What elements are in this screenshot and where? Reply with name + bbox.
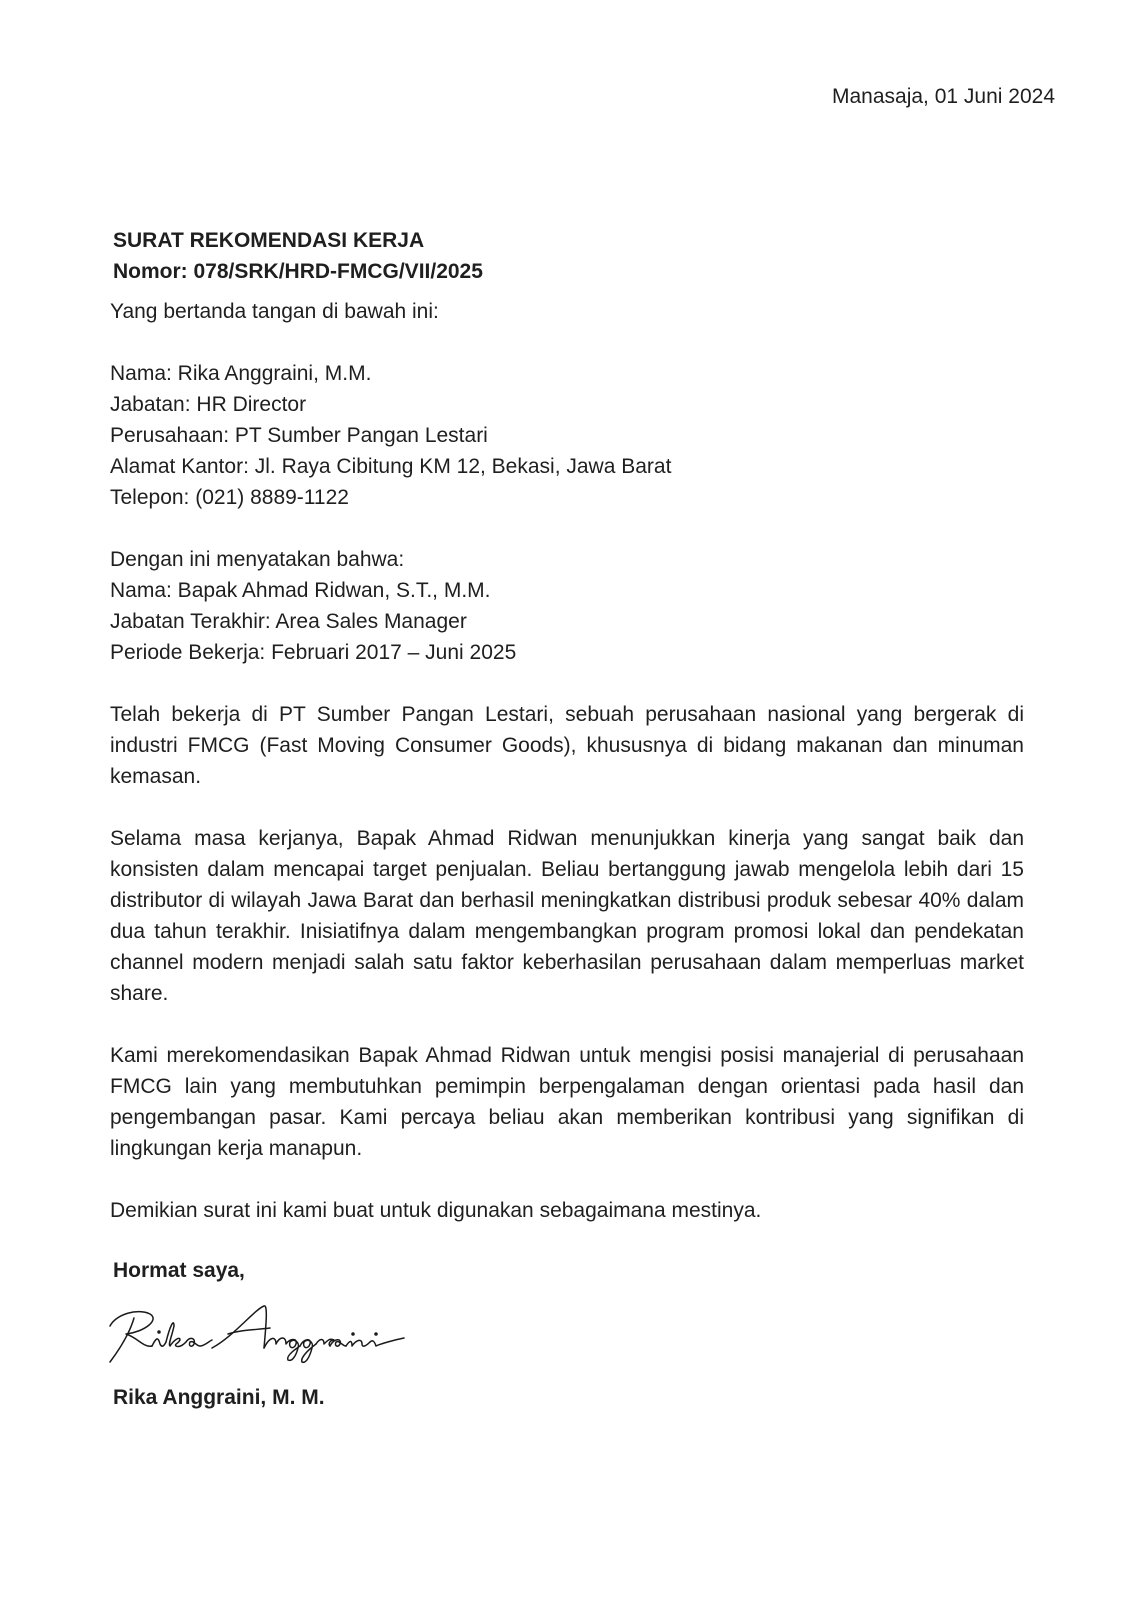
paragraph-performance: Selama masa kerjanya, Bapak Ahmad Ridwan menunjukkan kinerja yang sangat baik dan konsisten dalam mencapai target penjualan. Beliau bertanggung jawab mengelola lebih dari 15 distributor di wilayah Jawa Barat dan berhasil meningkatkan distribusi produk sebesar 40% dalam dua tahun terakhir. Inisiatifnya dalam mengembangkan program promosi lokal dan pendekatan channel modern menjadi salah satu faktor keberhasilan perusahaan dalam memperluas market share. (110, 827, 1024, 1005)
signer-company-line: Perusahaan: PT Sumber Pangan Lestari (110, 424, 488, 447)
signer-name-line: Nama: Rika Anggraini, M.M. (110, 362, 372, 385)
letter-title: SURAT REKOMENDASI KERJA (113, 229, 425, 252)
signer-info-block (110, 358, 1024, 513)
employee-position-line: Jabatan Terakhir: Area Sales Manager (110, 610, 467, 633)
signer-name: Rika Anggraini, M. M. (113, 1386, 325, 1409)
employee-period-line: Periode Bekerja: Februari 2017 – Juni 2025 (110, 641, 517, 664)
closing-greeting: Hormat saya, (113, 1259, 245, 1282)
letter-heading (113, 225, 483, 287)
employee-name-line: Nama: Bapak Ahmad Ridwan, S.T., M.M. (110, 579, 491, 602)
letter-body (110, 296, 1024, 1226)
signer-position-line: Jabatan: HR Director (110, 393, 307, 416)
handwritten-signature (104, 1296, 434, 1368)
letter-number: Nomor: 078/SRK/HRD-FMCG/VII/2025 (113, 260, 483, 283)
employee-info-block (110, 544, 1024, 668)
paragraph-company: Telah bekerja di PT Sumber Pangan Lestari, sebuah perusahaan nasional yang bergerak di industri FMCG (Fast Moving Consumer Goods), khususnya di bidang makanan dan minuman kemasan. (110, 703, 1024, 788)
signer-phone-line: Telepon: (021) 8889-1122 (110, 486, 349, 509)
intro-text: Yang bertanda tangan di bawah ini: (110, 300, 439, 323)
paragraph-closing-statement: Demikian surat ini kami buat untuk digunakan sebagaimana mestinya. (110, 1199, 762, 1222)
statement-intro: Dengan ini menyatakan bahwa: (110, 548, 405, 571)
signer-address-line: Alamat Kantor: Jl. Raya Cibitung KM 12, Bekasi, Jawa Barat (110, 455, 672, 478)
letter-date: Manasaja, 01 Juni 2024 (832, 85, 1055, 108)
paragraph-recommendation: Kami merekomendasikan Bapak Ahmad Ridwan untuk mengisi posisi manajerial di perusahaan FMCG lain yang membutuhkan pemimpin berpengalaman dengan orientasi pada hasil dan pengembangan pasar. Kami percaya beliau akan memberikan kontribusi yang signifikan di lingkungan kerja manapun. (110, 1044, 1024, 1160)
